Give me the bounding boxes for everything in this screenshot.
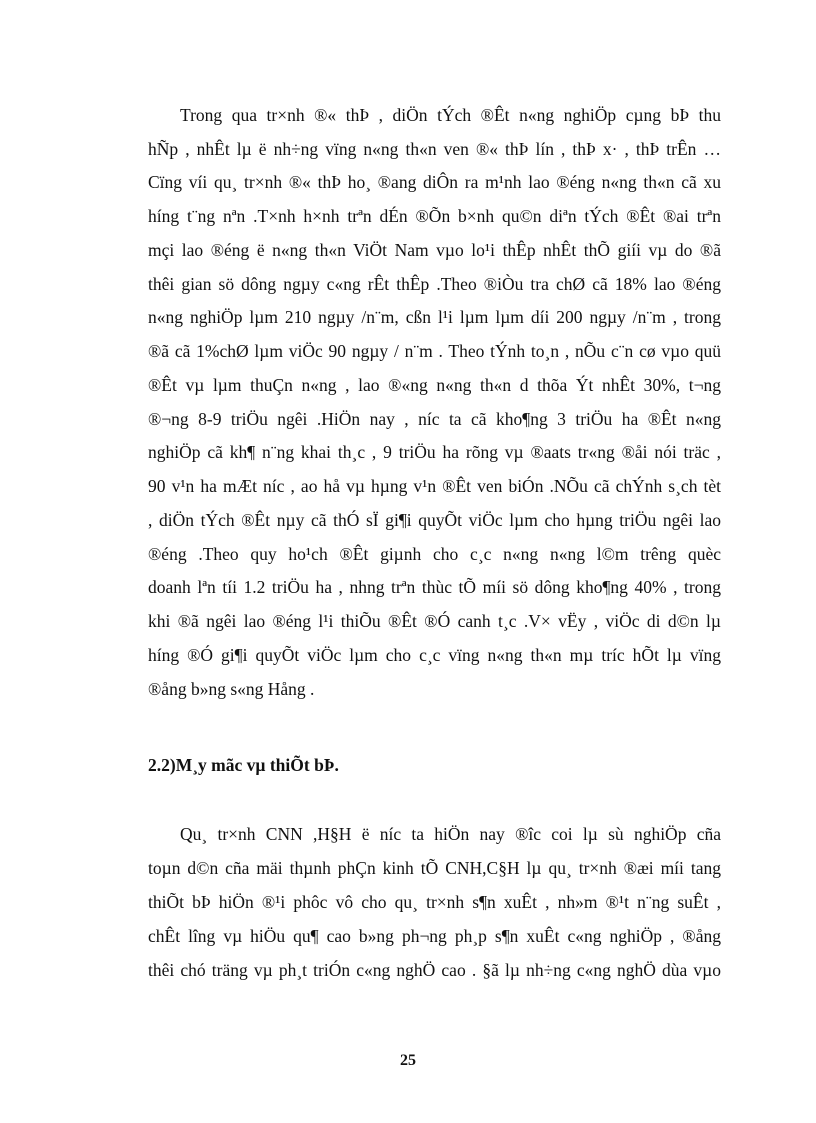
paragraph-1-line-18: ®ång b»ng s«ng Hång . [148,679,315,699]
paragraph-1-line-5: mçi lao ®éng ë n«ng th«n ViÖt Nam vµo lo¹i thÊp nhÊt thÕ giíi vµ do ®ã [148,240,721,260]
page-number: 25 [400,1052,416,1069]
paragraph-1-line-12: 90 v¹n ha mÆt níc , ao hå vµ hµng v¹n ®Êt ven biÓn .NÕu cã chÝnh s¸ch tèt [148,476,721,496]
paragraph-1-line-11: nghiÖp cã kh¶ n¨ng khai th¸c , 9 triÖu ha rõng vµ ®aats tr«ng ®åi nói träc , [148,442,721,462]
paragraph-1-line-15: doanh lªn tíi 1.2 triÖu ha , nhng trªn thùc tÕ míi sö dông kho¶ng 40% , trong [148,577,721,597]
paragraph-2-line-5: thêi chó träng vµ ph¸t triÓn c«ng nghÖ cao . §ã lµ nh÷ng c«ng nghÖ dùa vµo [148,960,721,980]
paragraph-1-line-1: Trong qua tr×nh ®« thÞ , diÖn tÝch ®Êt n«ng nghiÖp cµng bÞ thu [180,105,721,125]
paragraph-1-line-6: thêi gian sö dông ngµy c«ng rÊt thÊp .Theo ®iÒu tra chØ cã 18% lao ®éng [148,274,721,294]
paragraph-1-line-4: híng t¨ng nªn .T×nh h×nh trªn dÉn ®Õn b×nh qu©n diªn tÝch ®Êt ®ai trªn [148,206,721,226]
paragraph-1-line-16: khi ®ã ngêi lao ®éng l¹i thiÕu ®Êt ®Ó canh t¸c .V× vËy , viÖc di d©n lµ [148,611,721,631]
paragraph-1-line-3: Cïng víi qu¸ tr×nh ®« thÞ ho¸ ®ang diÔn ra m¹nh lao ®éng n«ng th«n cã xu [148,172,721,192]
paragraph-1-line-7: n«ng nghiÖp lµm 210 ngµy /n¨m, cßn l¹i lµm lµm díi 200 ngµy /n¨m , trong [148,307,721,327]
paragraph-1-line-9: ®Êt vµ lµm thuÇn n«ng , lao ®«ng n«ng th«n d thõa Ýt nhÊt 30%, t¬ng [148,375,721,395]
paragraph-1-line-14: ®éng .Theo quy ho¹ch ®Êt giµnh cho c¸c n«ng n«ng l©m trêng quèc [148,544,721,564]
paragraph-2-line-1: Qu¸ tr×nh CNN ,H§H ë níc ta hiÖn nay ®îc coi lµ sù nghiÖp cña [180,824,721,844]
paragraph-1-line-17: híng ®Ó gi¶i quyÕt viÖc lµm cho c¸c vïng n«ng th«n mµ tríc hÕt lµ vïng [148,645,721,665]
paragraph-1-line-10: ®¬ng 8-9 triÖu ngêi .HiÖn nay , níc ta cã kho¶ng 3 triÖu ha ®Êt n«ng [148,409,721,429]
section-heading: 2.2)M¸y mãc vµ thiÕt bÞ. [148,755,339,775]
paragraph-1-line-8: ®ã cã 1%chØ lµm viÖc 90 ngµy / n¨m . Theo tÝnh to¸n , nÕu c¨n cø vµo quü [148,341,721,361]
paragraph-2-line-3: thiÕt bÞ hiÖn ®¹i phôc vô cho qu¸ tr×nh s¶n xuÊt , nh»m ®¹t n¨ng suÊt , [148,892,721,912]
paragraph-1-line-13: , diÖn tÝch ®Êt nµy cã thÓ sÏ gi¶i quyÕt viÖc lµm cho hµng triÖu ngêi lao [148,510,721,530]
paragraph-1-line-2: hÑp , nhÊt lµ ë nh÷ng vïng n«ng th«n ven ®« thÞ lín , thÞ x· , thÞ trÊn … [148,139,721,159]
paragraph-2-line-2: toµn d©n cña mäi thµnh phÇn kinh tÕ CNH,C§H lµ qu¸ tr×nh ®æi míi tang [148,858,721,878]
paragraph-2-line-4: chÊt lîng vµ hiÖu qu¶ cao b»ng ph¬ng ph¸p s¶n xuÊt c«ng nghiÖp , ®ång [148,926,721,946]
